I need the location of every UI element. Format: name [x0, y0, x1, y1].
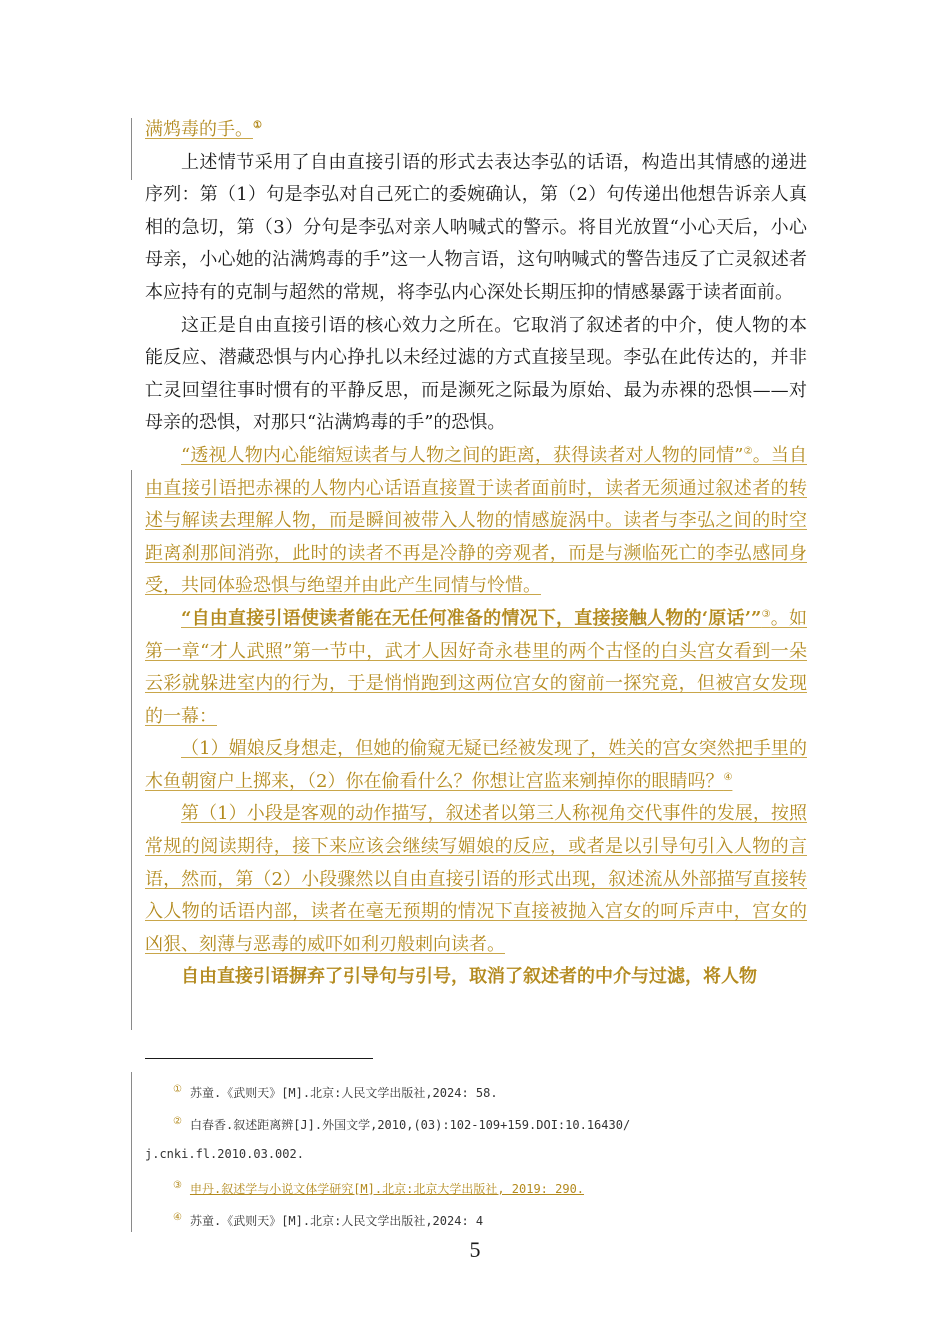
footnote-mark: ②: [173, 1116, 182, 1127]
footnote-text: 苏童.《武则天》[M].北京:人民文学出版社,2024: 58.: [189, 1086, 498, 1100]
quote-text: “自由直接引语使读者能在无任何准备的情况下，直接接触人物的‘原话’”: [181, 607, 762, 629]
footnote-continuation: [145, 1146, 304, 1162]
revision-bar: [131, 1072, 132, 1232]
paragraph: 这正是自由直接引语的核心效力之所在。它取消了叙述者的中介，使人物的本能反应、潜藏恐惧与内心挣扎以未经过滤的方式直接呈现。李弘在此传达的，并非亡灵回望往事时惯有的平静反思，而是濒死之际最为原始、最为赤裸的恐惧——对母亲的恐惧，对那只“沾满鸩毒的手”的恐惧。: [145, 314, 807, 434]
paragraph-highlighted: 自由直接引语摒弃了引导句与引号，取消了叙述者的中介与过滤，将人物: [181, 966, 757, 988]
body-text: [145, 114, 807, 994]
paragraph-text: 。当自由直接引语把赤裸的人物内心话语直接置于读者面前时，读者无须通过叙述者的转述与解读去理解人物，而是瞬间被带入人物的情感旋涡中。读者与李弘之间的时空距离刹那间消弥，此时的读者不再是冷静的旁观者，而是与濒临死亡的李弘感同身受，共同体验恐惧与绝望并由此产生同情与怜惜。: [145, 444, 807, 597]
highlighted-text: 满鸩毒的手。: [145, 119, 253, 140]
footnote-ref[interactable]: ④: [723, 771, 733, 783]
revision-bar: [131, 118, 132, 180]
footnote: [145, 1178, 584, 1197]
footnote-text: 白春香.叙述距离辨[J].外国文学,2010,(03):102-109+159.DOI:10.16430/: [189, 1118, 631, 1132]
footnote: [145, 1210, 483, 1229]
revision-bar: [131, 470, 132, 1030]
footnote-separator: [145, 1058, 373, 1059]
paragraph-highlighted: 第（1）小段是客观的动作描写，叙述者以第三人称视角交代事件的发展，按照常规的阅读期待，接下来应该会继续写媚娘的反应，或者是以引导句引入人物的言语，然而，第（2）小段骤然以自由直接引语的形式出现，叙述流从外部描写直接转入人物的话语内部，读者在毫无预期的情况下直接被抛入宫女的呵斥声中，宫女的凶狠、刻薄与恶毒的威吓如利刃般刺向读者。: [145, 803, 807, 955]
footnote-mark: ③: [173, 1180, 182, 1191]
footnote-text: j.cnki.fl.2010.03.002.: [145, 1147, 304, 1161]
footnote-text: 申丹.叙述学与小说文体学研究[M].北京:北京大学出版社, 2019: 290.: [189, 1182, 585, 1196]
footnote: [145, 1114, 630, 1133]
quoted-excerpt: [145, 733, 807, 798]
page-number: 5: [469, 1237, 481, 1262]
paragraph: [145, 114, 807, 147]
footnote-mark: ④: [173, 1212, 182, 1223]
paragraph-highlighted: [145, 440, 807, 603]
excerpt-text: （1）媚娘反身想走，但她的偷窥无疑已经被发现了，姓关的宫女突然把手里的木鱼朝窗户上掷来，（2）你在偷看什么？你想让宫监来剜掉你的眼睛吗？: [145, 738, 807, 792]
footnote-ref[interactable]: ②: [743, 445, 753, 457]
paragraph: 上述情节采用了自由直接引语的形式去表达李弘的话语，构造出其情感的递进序列：第（1）句是李弘对自己死亡的委婉确认，第（2）句传递出他想告诉亲人真相的急切，第（3）分句是李弘对亲人呐喊式的警示。将目光放置“小心天后，小心母亲，小心她的沾满鸩毒的手”这一人物言语，这句呐喊式的警告违反了亡灵叙述者本应持有的克制与超然的常规，将李弘内心深处长期压抑的情感暴露于读者面前。: [145, 151, 807, 303]
footnote-mark: ①: [173, 1084, 182, 1095]
footnote-text: 苏童.《武则天》[M].北京:人民文学出版社,2024: 4: [189, 1214, 484, 1228]
footnote: [145, 1082, 498, 1101]
footnote-ref[interactable]: ①: [253, 120, 262, 131]
paragraph-highlighted: [145, 603, 807, 733]
quote-text: “透视人物内心能缩短读者与人物之间的距离，获得读者对人物的同情”: [181, 444, 744, 466]
footnote-ref[interactable]: ③: [761, 608, 771, 620]
paragraph-text: 。如第一章“才人武照”第一节中，武才人因好奇永巷里的两个古怪的白头宫女看到一朵云彩就躲进室内的行为，于是悄悄跑到这两位宫女的窗前一探究竟，但被宫女发现的一幕：: [145, 607, 808, 727]
